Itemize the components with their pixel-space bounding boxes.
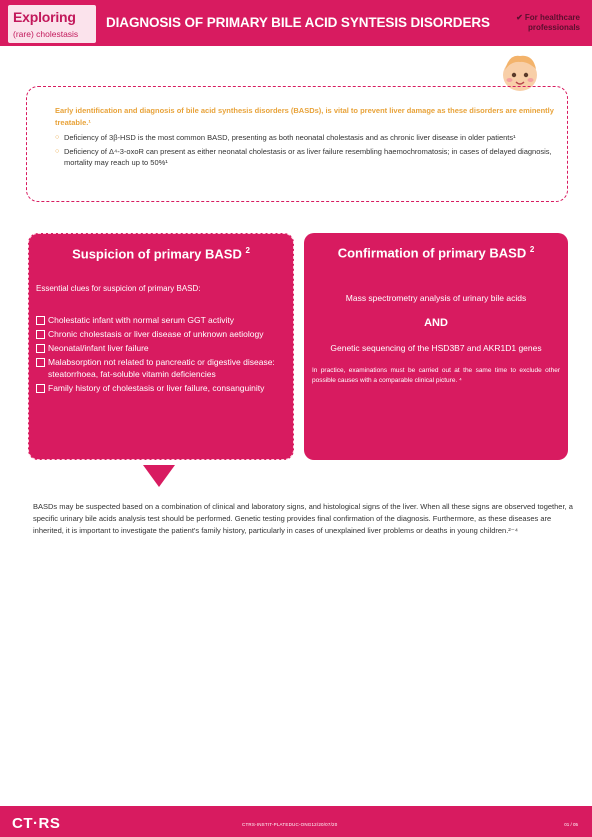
intro-item-text: Deficiency of 3β-HSD is the most common BASD, presenting as both neonatal cholestasis and as chronic liver disease in older patients¹ (64, 133, 516, 142)
intro-lead: Early identification and diagnosis of bile acid synthesis disorders (BASDs), is vital to prevent liver damage as these disorders are eminently treatable.¹ (55, 106, 554, 127)
confirmation-method-2: Genetic sequencing of the HSD3B7 and AKR1D1 genes (330, 343, 542, 353)
clue-text: Chronic cholestasis or liver disease of unknown aetiology (48, 329, 264, 339)
down-arrow-icon (143, 465, 175, 487)
circle-bullet-icon: ○ (55, 134, 60, 141)
clue-text: Family history of cholestasis or liver failure, consanguinity (48, 383, 265, 393)
list-item (36, 328, 288, 340)
checkbox-icon (36, 344, 45, 353)
clue-text: Neonatal/infant liver failure (48, 343, 149, 353)
list-item (36, 342, 288, 354)
confirmation-ref: 2 (529, 245, 535, 254)
intro-callout (26, 86, 568, 202)
document-reference: CTRS-INSTIT-PLATEDUC-ONG12/20/07/20 (242, 822, 338, 827)
circle-bullet-icon: ○ (55, 147, 60, 155)
page-number: 01 / 05 (564, 822, 578, 827)
list-item (36, 314, 288, 326)
clue-list (36, 314, 288, 396)
clue-text: Cholestatic infant with normal serum GGT activity (48, 315, 234, 325)
page-header (0, 0, 592, 46)
check-icon: ✔ (516, 13, 523, 22)
intro-list (55, 132, 565, 171)
intro-item-text: Deficiency of Δ⁴-3-oxoR can present as either neonatal cholestasis or as liver failure resembling haemochromatosis; in cases of delayed diagnosis, mortality may reach up to 50%¹ (64, 146, 552, 167)
confirmation-note: In practice, examinations must be carried out at the same time to exclude other possible causes with a comparable clinical picture. ⁴ (312, 367, 560, 384)
checkbox-icon (36, 384, 45, 393)
logo-main-text: Exploring (13, 9, 76, 25)
clues-intro: Essential clues for suspicion of primary BASD: (36, 284, 201, 293)
suspicion-title (29, 246, 293, 261)
confirmation-card (304, 233, 568, 460)
list-item (36, 356, 288, 380)
checkbox-icon (36, 316, 45, 325)
exploring-cholestasis-logo[interactable] (8, 5, 96, 43)
confirmation-method-1: Mass spectrometry analysis of urinary bile acids (345, 293, 527, 303)
page-footer (0, 806, 592, 837)
clue-text: Malabsorption not related to pancreatic or digestive disease: steatorrhoea, fat-soluble vitamin deficiencies (48, 357, 275, 379)
summary-paragraph: BASDs may be suspected based on a combination of clinical and laboratory signs, and histological signs of the liver. When all these signs are observed together, a specific urinary bile acids analysis test should be performed. Genetic testing provides final confirmation of the diagnosis. Furthermore, as these diseases are inherited, it is important to investigate the patient's family history, particularly in cases of unexplained liver problems or deaths in young children.²⁻⁴ (33, 502, 573, 535)
logo-sub-text: (rare) cholestasis (13, 29, 79, 39)
confirmation-title (304, 245, 568, 260)
suspicion-card (28, 233, 294, 460)
page-title: DIAGNOSIS OF PRIMARY BILE ACID SYNTESIS DISORDERS (106, 15, 490, 30)
audience-badge (490, 13, 580, 33)
audience-label: For healthcare professionals (524, 13, 580, 32)
suspicion-title-text: Suspicion of primary BASD (72, 246, 242, 262)
list-item (55, 146, 565, 169)
ctrs-logo[interactable]: CT·RS (12, 815, 61, 832)
list-item (55, 132, 565, 144)
checkbox-icon (36, 358, 45, 367)
confirmation-title-text: Confirmation of primary BASD (337, 245, 527, 261)
suspicion-ref: 2 (245, 246, 250, 255)
confirmation-and: AND (424, 317, 448, 329)
list-item (36, 382, 288, 394)
checkbox-icon (36, 330, 45, 339)
